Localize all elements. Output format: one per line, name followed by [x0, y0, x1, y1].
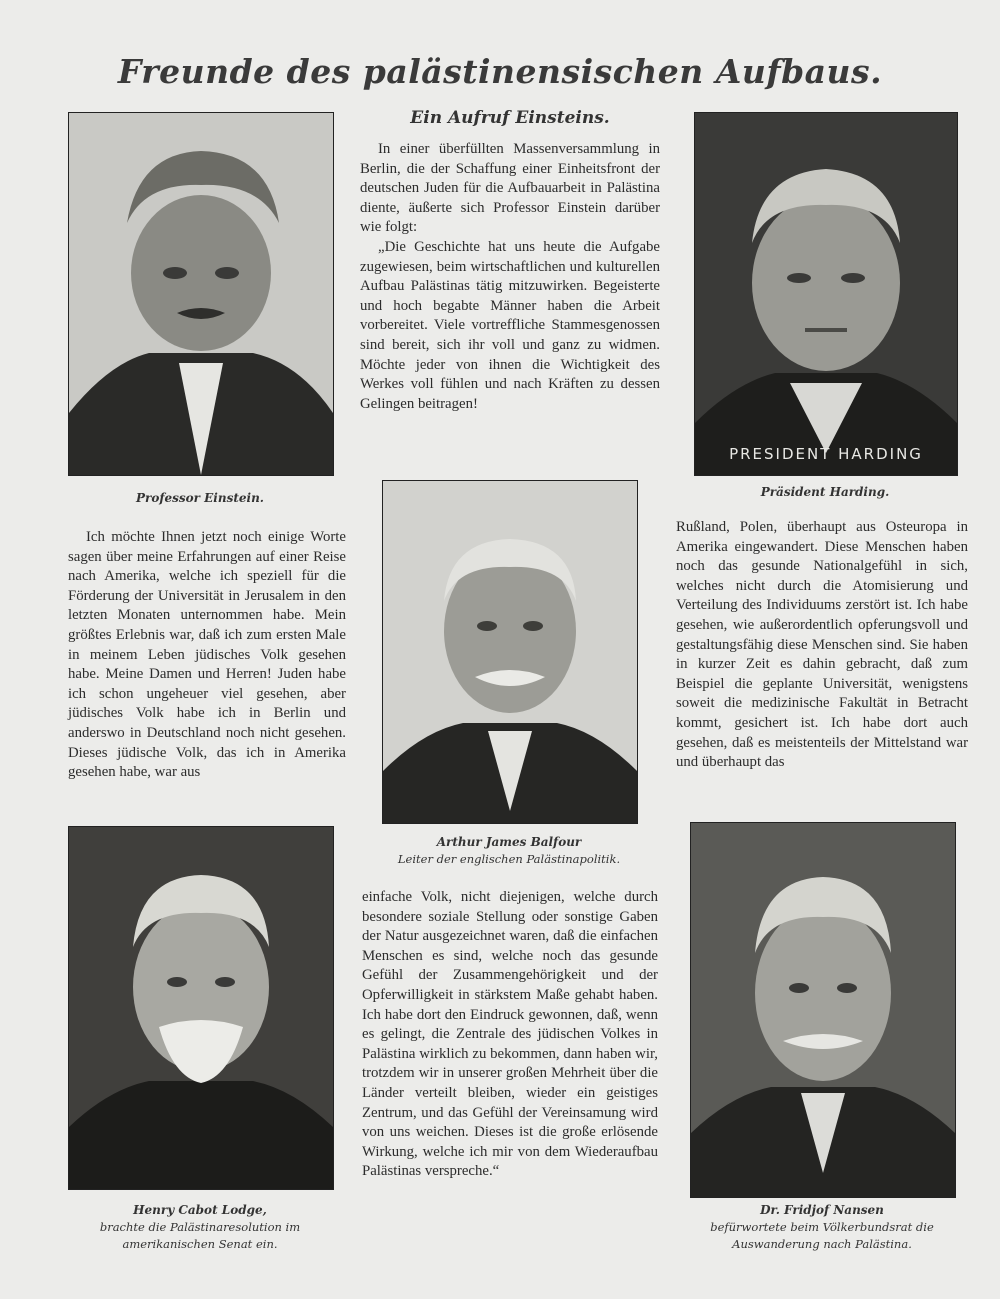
left-column-text: Ich möchte Ihnen jetzt noch einige Worte sagen über meine Erfahrungen auf einer Reise nach Amerika, welche ich speziell für die Förderung der Universität in Jerusalem in den letzten Monaten unternommen habe. Mein größtes Erlebnis war, daß ich zum ersten Male in meinem Leben jüdisches Volk gesehen habe. Meine Damen und Herren! Juden habe ich schon ungeheuer viel gesehen, aber jüdisches Volk habe ich in Berlin und anderswo in Deutschland noch nicht gesehen. Dieses jüdische Volk, das ich in Amerika gesehen habe, war aus [68, 529, 346, 781]
article-right-column [676, 518, 968, 773]
article-intro-block [360, 140, 660, 414]
article-center-bottom [362, 888, 658, 1182]
photo-balfour [382, 480, 638, 824]
photo-nansen [690, 822, 956, 1198]
caption-lodge: Henry Cabot Lodge, brachte die Palästinaresolution im amerikanischen Senat ein. [99, 1203, 301, 1251]
center-bottom-text: einfache Volk, nicht diejenigen, welche durch besondere soziale Stellung oder sonstige Gaben der Natur ausgezeichnet waren, daß die einfachen Menschen es sind, welche noch das gesunde Gefühl der Zusammengehörigkeit und der Opferwilligkeit in stärkstem Maße gehabt haben. Ich habe dort den Eindruck gewonnen, daß, wenn es gelingt, die Zentrale des jüdischen Volkes in Palästina wirklich zu bekommen, dann haben wir, trotzdem wir in unserer großen Mehrheit über die Länder verteilt bleiben, wieder ein geistiges Zentrum, und das Gefühl der Vereinsamung wird von uns weichen. Dieses ist die große erlösende Wirkung, welche ich mir von dem Wiederaufbau Palästinas verspreche.“ [362, 889, 658, 1180]
portrait-balfour-image [383, 481, 637, 823]
photo-lodge [68, 826, 334, 1190]
harding-inscription: PRESIDENT HARDING [729, 445, 923, 463]
photo-harding [694, 112, 958, 476]
caption-harding: Präsident Harding. [760, 485, 890, 499]
caption-einstein: Professor Einstein. [136, 491, 264, 505]
portrait-nansen-image [691, 823, 955, 1197]
caption-balfour: Arthur James Balfour Leiter der englischen Palästinapolitik. [397, 835, 621, 866]
right-column-text: Rußland, Polen, überhaupt aus Osteuropa in Amerika eingewandert. Diese Menschen haben noch das gesunde Nationalgefühl in sich, welches nicht durch die Atomisierung und Verteilung des Individuums zerstört ist. Ich habe gesehen, wie außerordentlich opferungsvoll und gestaltungsfähig diese Menschen sind. Sie haben in kurzer Zeit es dahin gebracht, daß zum Beispiel die geplante Universität, wenigstens soweit die medizinische Fakultät in Betracht kommt, gesichert ist. Ich habe dort auch gesehen, daß es meistenteils der Mittelstand war und überhaupt das [676, 519, 968, 771]
article-intro: In einer überfüllten Massenversammlung in Berlin, die der Schaffung einer Einheitsfront der deutschen Juden für die Aufbauarbeit in Palästina diente, äußerte sich Professor Einstein darüber wie folgt: [360, 141, 660, 236]
portrait-lodge-image [69, 827, 333, 1189]
article-quote: „Die Geschichte hat uns heute die Aufgabe zugewiesen, beim wirtschaftlichen und kulturellen Aufbau Palästinas tätig mitzuwirken. Begeisterte und hoch begabte Männer haben die Arbeit vorbereitet. Viele vortreffliche Stammesgenossen sind bereit, sich ihr voll und ganz zu widmen. Möchte jeder von ihnen die Wichtigkeit des Werkes voll fühlen und nach Kräften zu dessen Gelingen beitragen! [360, 238, 660, 412]
article-left-column [68, 528, 346, 783]
photo-einstein [68, 112, 334, 476]
page-title: Freunde des palästinensischen Aufbaus. [117, 52, 883, 91]
portrait-harding-image [695, 113, 957, 475]
portrait-einstein-image [69, 113, 333, 475]
caption-nansen: Dr. Fridjof Nansen befürwortete beim Völkerbundsrat die Auswanderung nach Palästina. [710, 1203, 934, 1251]
article-subtitle: Ein Aufruf Einsteins. [410, 108, 610, 128]
